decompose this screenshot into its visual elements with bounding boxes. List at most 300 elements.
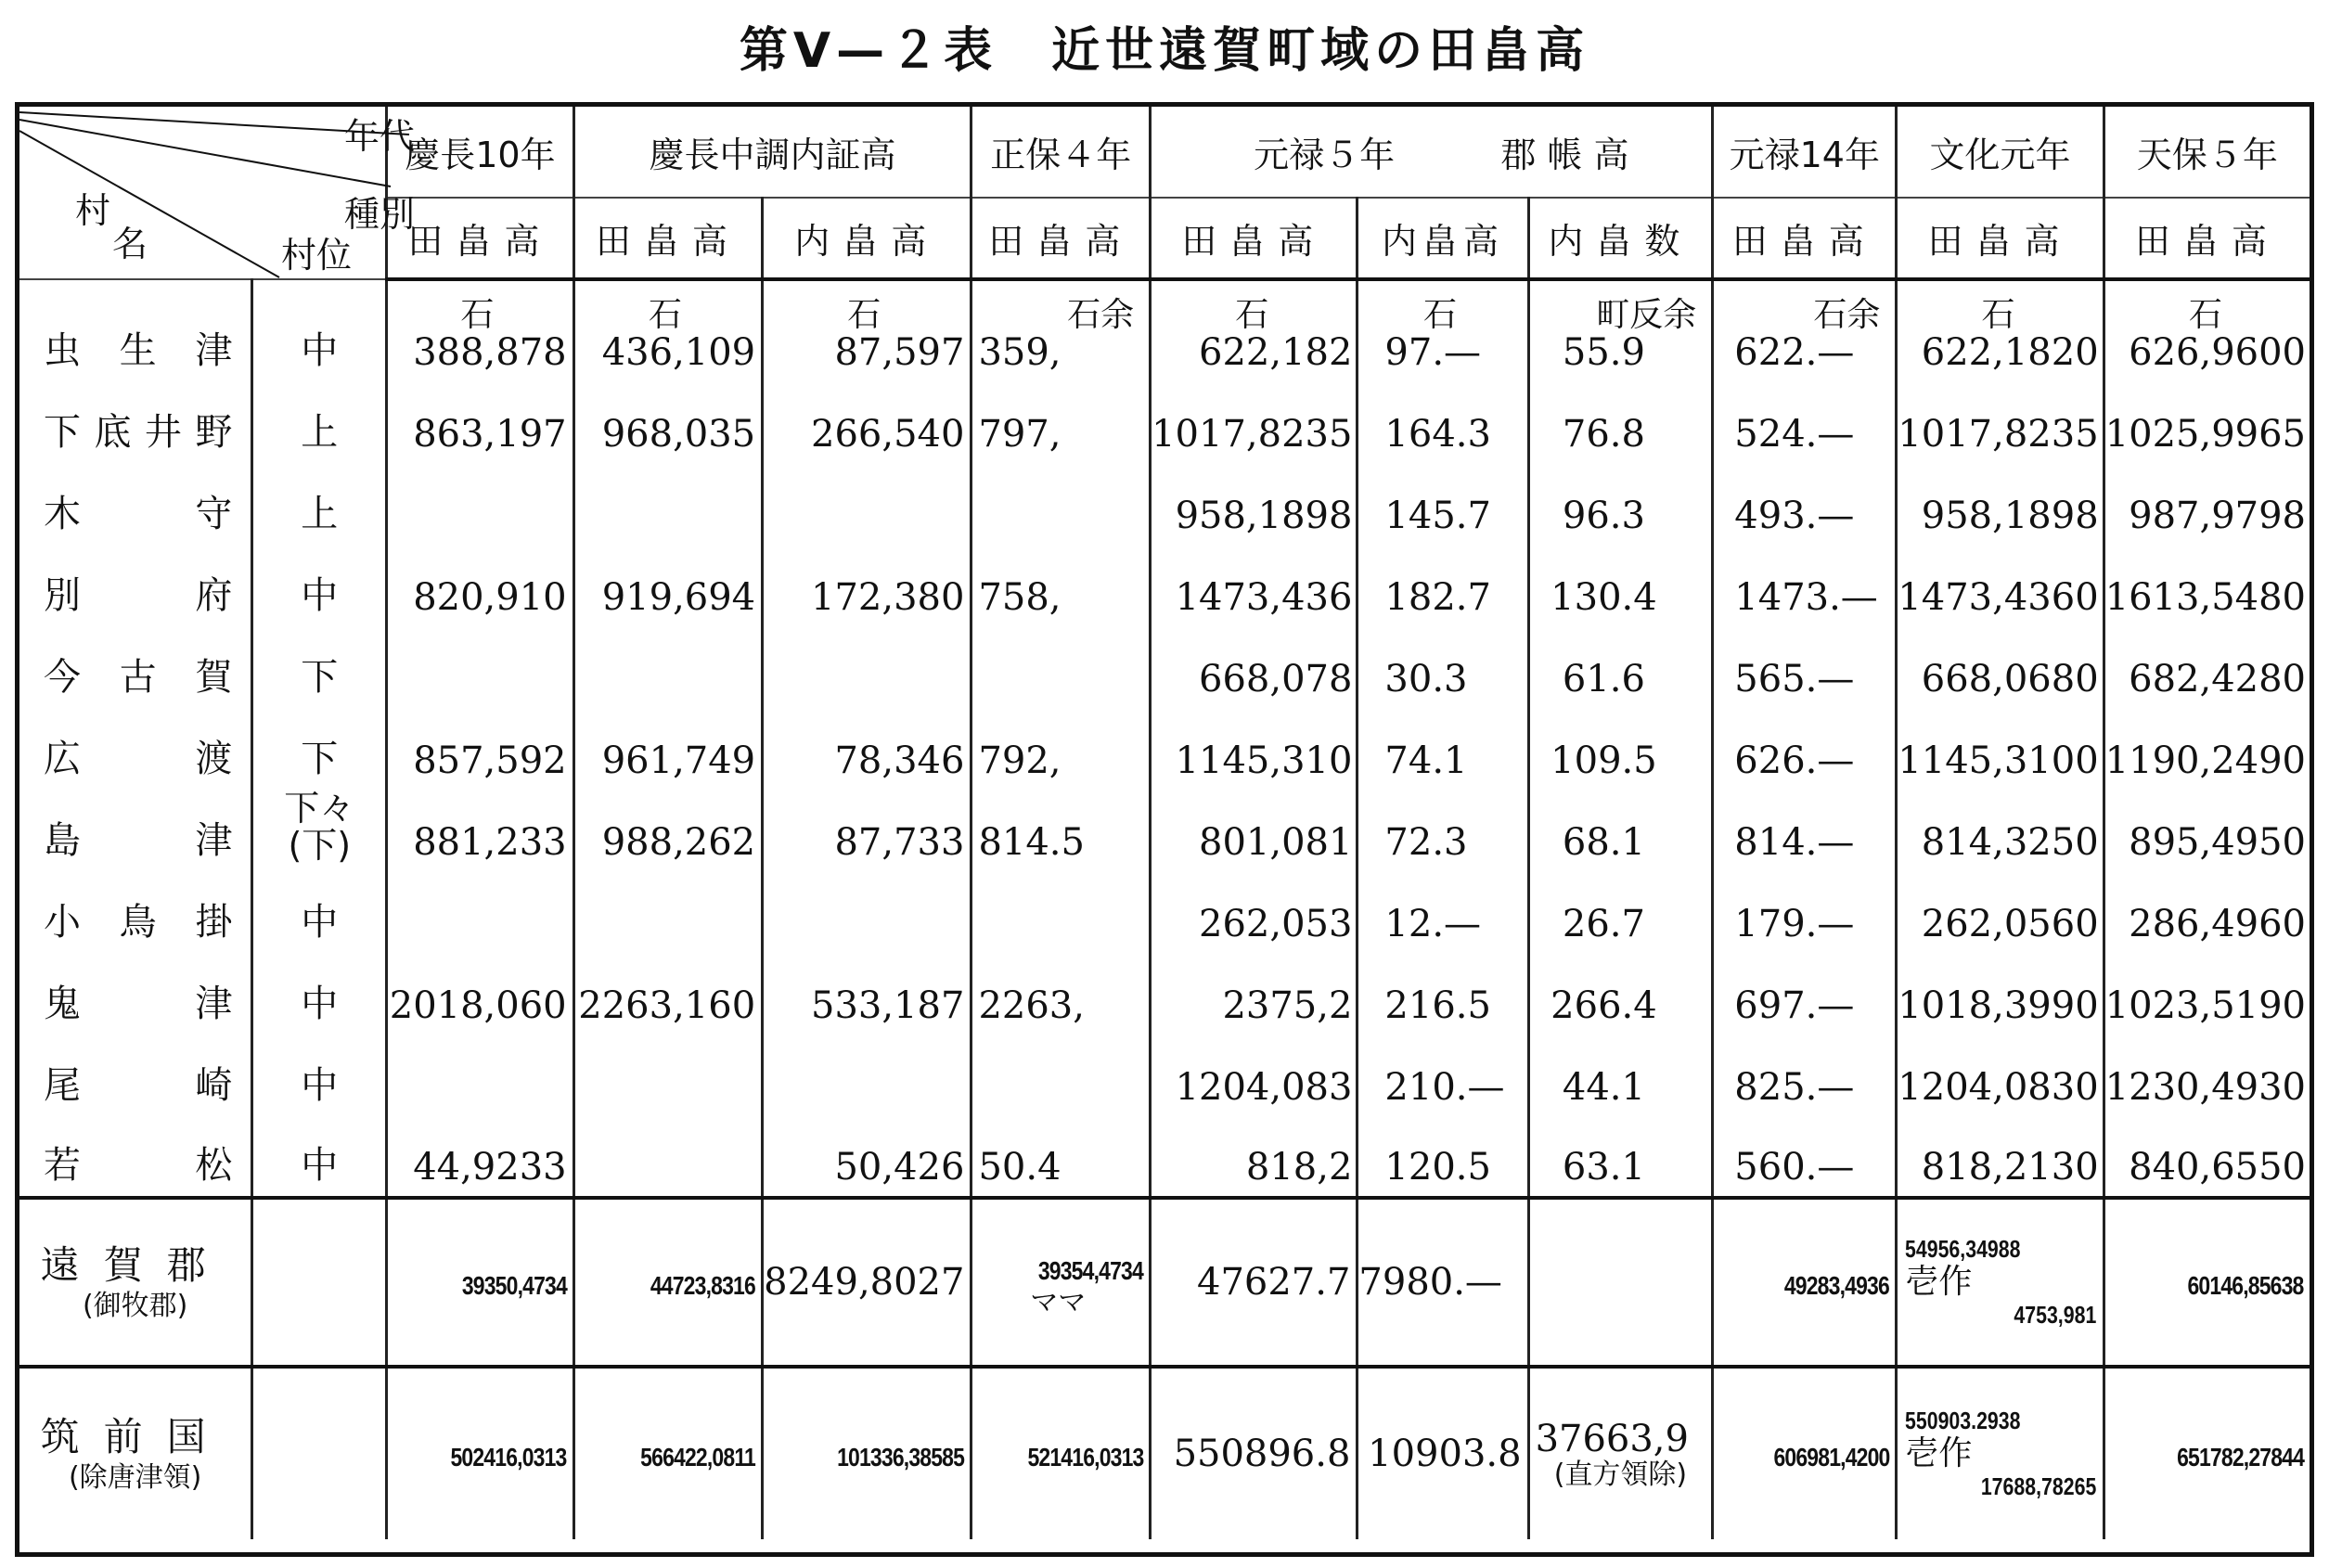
summary-value-c4 <box>971 1367 1151 1539</box>
cell-value: 30.3 <box>1384 658 1468 700</box>
value-cell-c2 <box>573 790 763 871</box>
value-cell-c6 <box>1358 626 1528 708</box>
data-table-frame <box>15 102 2314 1557</box>
value-cell-c5 <box>1151 790 1358 871</box>
value-cell-c9 <box>1897 626 2104 708</box>
summary-value: 44723,8316 <box>650 1271 756 1300</box>
value-cell-c2 <box>573 1116 763 1198</box>
cell-value: 560.— <box>1734 1146 1855 1189</box>
unit-label: 石 <box>648 296 682 334</box>
summary-name-sub: (除唐津領) <box>68 1461 202 1494</box>
cell-value: 286,4960 <box>2129 903 2306 945</box>
cell-value: 1017,8235 <box>1898 413 2099 456</box>
subheader-c7: 内畠数 <box>1528 198 1713 279</box>
cell-value: 1190,2490 <box>2104 739 2306 782</box>
value-cell-c9 <box>1897 279 2104 381</box>
table-row <box>19 790 2310 871</box>
cell-value: 818,2130 <box>1921 1146 2099 1189</box>
value-cell-c10 <box>2104 871 2310 953</box>
cell-value: 262,0560 <box>1921 903 2099 945</box>
summary-sub-value: 4753,981 <box>2014 1301 2097 1329</box>
cell-value: 1204,083 <box>1175 1066 1353 1109</box>
value-cell-c5 <box>1151 953 1358 1035</box>
header-genroku5 <box>1151 107 1713 198</box>
subheader-c5: 田畠高 <box>1151 198 1358 279</box>
value-cell-c3 <box>763 790 971 871</box>
summary-note: (直方領除) <box>1553 1459 1688 1491</box>
header-keicho-chu: 慶長中調内証高 <box>573 107 971 198</box>
cell-value: 55.9 <box>1562 331 1645 374</box>
value-cell-c5 <box>1151 463 1358 545</box>
value-cell-c2 <box>573 279 763 381</box>
summary-value: 37663,9 <box>1535 1418 1689 1460</box>
cell-value: 961,749 <box>601 739 756 782</box>
value-cell-c1 <box>387 463 573 545</box>
summary-value-c2 <box>573 1198 763 1367</box>
value-cell-c6 <box>1358 381 1528 463</box>
cell-value: 987,9798 <box>2129 495 2306 537</box>
village-name-cell: 若松 <box>44 1144 233 1187</box>
village-rank-cell: 下 <box>252 626 387 708</box>
header-tenpo5: 天保５年 <box>2104 107 2310 198</box>
subheader-c4: 田畠高 <box>971 198 1151 279</box>
summary-value-c5 <box>1151 1198 1358 1367</box>
subheader-c6: 内畠高 <box>1358 198 1528 279</box>
cell-value: 68.1 <box>1562 821 1645 864</box>
corner-rank-label: 村位 <box>281 235 353 276</box>
value-cell-c6 <box>1358 1116 1528 1198</box>
summary-value: 47627.7 <box>1197 1261 1351 1304</box>
value-cell-c7 <box>1528 871 1713 953</box>
summary-rank-cell <box>252 1367 387 1539</box>
cell-value: 697.— <box>1734 984 1855 1027</box>
value-cell-c6 <box>1358 953 1528 1035</box>
cell-value: 988,262 <box>601 821 756 864</box>
value-cell-c4 <box>971 626 1151 708</box>
cell-value: 1613,5480 <box>2104 576 2306 619</box>
cell-value: 1473,4360 <box>1898 576 2099 619</box>
village-name-cell: 今古賀 <box>44 656 233 699</box>
village-rank-cell: 中 <box>252 545 387 626</box>
header-keicho10: 慶長10年 <box>387 107 573 198</box>
value-cell-c3 <box>763 953 971 1035</box>
cell-value: 758, <box>978 576 1062 619</box>
summary-value: 8249,8027 <box>764 1261 965 1304</box>
corner-kind-label: 種別 <box>344 194 416 235</box>
value-cell-c9 <box>1897 463 2104 545</box>
value-cell-c4 <box>971 1116 1151 1198</box>
cell-value: 565.— <box>1734 658 1855 700</box>
summary-value: 60146,85638 <box>2187 1271 2304 1300</box>
value-cell-c1 <box>387 871 573 953</box>
value-cell-c1 <box>387 953 573 1035</box>
cell-value: 262,053 <box>1199 903 1353 945</box>
summary-name: 筑前国 <box>40 1414 230 1459</box>
cell-value: 626,9600 <box>2129 331 2306 374</box>
cell-value: 682,4280 <box>2129 658 2306 700</box>
value-cell-c1 <box>387 790 573 871</box>
village-rank-cell: 中 <box>252 1035 387 1116</box>
summary-value-c6 <box>1358 1367 1528 1539</box>
value-cell-c4 <box>971 279 1151 381</box>
value-cell-c4 <box>971 871 1151 953</box>
value-cell-c5 <box>1151 545 1358 626</box>
value-cell-c2 <box>573 708 763 790</box>
value-cell-c5 <box>1151 381 1358 463</box>
value-cell-c8 <box>1713 708 1897 790</box>
value-cell-c2 <box>573 871 763 953</box>
village-rank-cell: 中 <box>252 279 387 381</box>
cell-value: 622,182 <box>1199 331 1353 374</box>
table-body <box>19 279 2310 1539</box>
cell-value: 1473,436 <box>1175 576 1353 619</box>
value-cell-c7 <box>1528 463 1713 545</box>
summary-note: ママ <box>1030 1287 1087 1319</box>
table-title: 第Ⅴ—２表 近世遠賀町域の田畠高 <box>739 23 1590 79</box>
value-cell-c8 <box>1713 545 1897 626</box>
value-cell-c10 <box>2104 626 2310 708</box>
table-row <box>19 1035 2310 1116</box>
village-rank-sub: (下) <box>288 825 352 866</box>
cell-value: 266,540 <box>811 413 965 456</box>
value-cell-c4 <box>971 545 1151 626</box>
village-name-cell: 鬼津 <box>44 983 233 1025</box>
village-rank-cell: 中 <box>252 953 387 1035</box>
cell-value: 1025,9965 <box>2104 413 2306 456</box>
cell-value: 96.3 <box>1562 495 1645 537</box>
cell-value: 2018,060 <box>389 984 567 1027</box>
cell-value: 814,3250 <box>1921 821 2099 864</box>
value-cell-c6 <box>1358 708 1528 790</box>
cell-value: 87,733 <box>834 821 965 864</box>
village-name-cell: 下底井野 <box>44 411 233 454</box>
cell-value: 668,078 <box>1199 658 1353 700</box>
value-cell-c7 <box>1528 381 1713 463</box>
value-cell-c3 <box>763 871 971 953</box>
village-name-cell: 小鳥掛 <box>44 901 233 944</box>
value-cell-c1 <box>387 626 573 708</box>
summary-value: 502416,0313 <box>450 1443 567 1472</box>
cell-value: 863,197 <box>413 413 567 456</box>
summary-value-c1 <box>387 1367 573 1539</box>
value-cell-c8 <box>1713 381 1897 463</box>
cell-value: 825.— <box>1734 1066 1855 1109</box>
value-cell-c8 <box>1713 1116 1897 1198</box>
summary-name-cell <box>19 1198 252 1367</box>
value-cell-c3 <box>763 279 971 381</box>
cell-value: 524.— <box>1734 413 1855 456</box>
value-cell-c7 <box>1528 790 1713 871</box>
subheader-c3: 内畠高 <box>763 198 971 279</box>
village-name-cell: 尾崎 <box>44 1064 233 1107</box>
cell-value: 78,346 <box>834 739 965 782</box>
summary-note: 壱作 <box>1905 1263 1973 1301</box>
cell-value: 164.3 <box>1384 413 1491 456</box>
header-genroku5-label: 元禄５年 <box>1254 135 1396 175</box>
summary-value-c3 <box>763 1367 971 1539</box>
header-genroku14: 元禄14年 <box>1713 107 1897 198</box>
cell-value: 814.— <box>1734 821 1855 864</box>
value-cell-c8 <box>1713 1035 1897 1116</box>
value-cell-c1 <box>387 381 573 463</box>
village-rank: 下々 <box>284 788 355 829</box>
corner-name-label: 名 <box>112 224 148 264</box>
value-cell-c6 <box>1358 279 1528 381</box>
value-cell-c4 <box>971 1035 1151 1116</box>
cell-value: 797, <box>978 413 1062 456</box>
value-cell-c6 <box>1358 790 1528 871</box>
value-cell-c9 <box>1897 1116 2104 1198</box>
value-cell-c8 <box>1713 626 1897 708</box>
cell-value: 72.3 <box>1384 821 1468 864</box>
cell-value: 857,592 <box>413 739 567 782</box>
cell-value: 61.6 <box>1562 658 1645 700</box>
cell-value: 968,035 <box>601 413 756 456</box>
value-cell-c2 <box>573 626 763 708</box>
cell-value: 958,1898 <box>1921 495 2099 537</box>
table-row <box>19 463 2310 545</box>
cell-value: 210.— <box>1384 1066 1505 1109</box>
summary-value: 101336,38585 <box>837 1443 965 1472</box>
summary-name-sub: (御牧郡) <box>82 1290 188 1322</box>
cell-value: 388,878 <box>413 331 567 374</box>
cell-value: 87,597 <box>834 331 965 374</box>
cell-value: 182.7 <box>1384 576 1491 619</box>
unit-label: 石 <box>1235 296 1269 334</box>
summary-name-cell <box>19 1367 252 1539</box>
summary-value-c2 <box>573 1367 763 1539</box>
summary-value: 7980.— <box>1358 1261 1502 1304</box>
summary-value-c1 <box>387 1198 573 1367</box>
value-cell-c4 <box>971 790 1151 871</box>
cell-value: 1145,310 <box>1175 739 1353 782</box>
village-rank-cell <box>252 790 387 871</box>
summary-sub-value: 54956,34988 <box>1905 1235 2021 1263</box>
subheader-c2: 田畠高 <box>573 198 763 279</box>
summary-value: 566422,0811 <box>640 1443 756 1472</box>
summary-value-c4 <box>971 1198 1151 1367</box>
cell-value: 1230,4930 <box>2104 1066 2306 1109</box>
village-rank-cell: 中 <box>252 1116 387 1198</box>
village-rank-cell: 上 <box>252 381 387 463</box>
value-cell-c1 <box>387 1035 573 1116</box>
table-row <box>19 708 2310 790</box>
value-cell-c5 <box>1151 626 1358 708</box>
summary-value-c8 <box>1713 1198 1897 1367</box>
unit-label: 石余 <box>1067 296 1135 334</box>
cell-value: 493.— <box>1734 495 1855 537</box>
subheader-c8: 田畠高 <box>1713 198 1897 279</box>
village-name-cell: 木守 <box>44 493 233 535</box>
value-cell-c1 <box>387 1116 573 1198</box>
value-cell-c7 <box>1528 708 1713 790</box>
value-cell-c5 <box>1151 1035 1358 1116</box>
summary-value-c5 <box>1151 1367 1358 1539</box>
cell-value: 958,1898 <box>1175 495 1353 537</box>
cell-value: 63.1 <box>1562 1146 1645 1189</box>
village-rank-cell: 中 <box>252 871 387 953</box>
cell-value: 1204,0830 <box>1898 1066 2099 1109</box>
cell-value: 130.4 <box>1551 576 1657 619</box>
summary-value: 651782,27844 <box>2176 1443 2304 1472</box>
value-cell-c10 <box>2104 790 2310 871</box>
value-cell-c3 <box>763 463 971 545</box>
subheader-c9: 田畠高 <box>1897 198 2104 279</box>
summary-sub-value: 550903.2938 <box>1905 1407 2021 1434</box>
village-name-cell: 広渡 <box>44 738 233 780</box>
value-cell-c10 <box>2104 545 2310 626</box>
cell-value: 668,0680 <box>1921 658 2099 700</box>
cell-value: 145.7 <box>1384 495 1491 537</box>
summary-value: 550896.8 <box>1173 1433 1351 1475</box>
cell-value: 818,2 <box>1245 1146 1353 1189</box>
cell-value: 2263, <box>978 984 1085 1027</box>
unit-label: 石 <box>1981 296 2015 334</box>
summary-value-c7 <box>1528 1198 1713 1367</box>
header-gunchodaka-label: 郡 帳 高 <box>1500 135 1629 175</box>
header-shoho4: 正保４年 <box>971 107 1151 198</box>
cell-value: 359, <box>978 331 1062 374</box>
cell-value: 895,4950 <box>2129 821 2306 864</box>
value-cell-c9 <box>1897 871 2104 953</box>
summary-value: 606981,4200 <box>1773 1443 1890 1472</box>
cell-value: 1018,3990 <box>1898 984 2099 1027</box>
value-cell-c6 <box>1358 1035 1528 1116</box>
cell-value: 26.7 <box>1562 903 1645 945</box>
value-cell-c4 <box>971 381 1151 463</box>
cell-value: 626.— <box>1734 739 1855 782</box>
value-cell-c5 <box>1151 708 1358 790</box>
value-cell-c9 <box>1897 790 2104 871</box>
value-cell-c3 <box>763 626 971 708</box>
village-name-cell: 別府 <box>44 574 233 617</box>
summary-value-c6 <box>1358 1198 1528 1367</box>
cell-value: 44,9233 <box>413 1146 567 1189</box>
unit-label: 石 <box>460 296 495 334</box>
value-cell-c9 <box>1897 545 2104 626</box>
value-cell-c9 <box>1897 381 2104 463</box>
cell-value: 50,426 <box>834 1146 965 1189</box>
cell-value: 622,1820 <box>1921 331 2099 374</box>
cell-value: 179.— <box>1734 903 1855 945</box>
cell-value: 840,6550 <box>2129 1146 2306 1189</box>
value-cell-c4 <box>971 463 1151 545</box>
value-cell-c10 <box>2104 279 2310 381</box>
cell-value: 2263,160 <box>578 984 756 1027</box>
value-cell-c1 <box>387 279 573 381</box>
summary-value-c7 <box>1528 1367 1713 1539</box>
value-cell-c2 <box>573 545 763 626</box>
value-cell-c5 <box>1151 1116 1358 1198</box>
summary-rank-cell <box>252 1198 387 1367</box>
value-cell-c10 <box>2104 381 2310 463</box>
value-cell-c6 <box>1358 871 1528 953</box>
unit-label: 石余 <box>1813 296 1881 334</box>
unit-label: 石 <box>2188 296 2222 334</box>
value-cell-c1 <box>387 545 573 626</box>
cell-value: 792, <box>978 739 1062 782</box>
cell-value: 533,187 <box>811 984 965 1027</box>
value-cell-c10 <box>2104 953 2310 1035</box>
cell-value: 74.1 <box>1384 739 1468 782</box>
table-row <box>19 1116 2310 1198</box>
value-cell-c9 <box>1897 708 2104 790</box>
cell-value: 881,233 <box>413 821 567 864</box>
rice-yield-table <box>19 107 2310 1539</box>
value-cell-c3 <box>763 1116 971 1198</box>
summary-value-c3 <box>763 1198 971 1367</box>
value-cell-c8 <box>1713 463 1897 545</box>
value-cell-c3 <box>763 1035 971 1116</box>
cell-value: 12.— <box>1384 903 1482 945</box>
value-cell-c6 <box>1358 463 1528 545</box>
subheader-c10: 田畠高 <box>2104 198 2310 279</box>
value-cell-c4 <box>971 708 1151 790</box>
table-row <box>19 871 2310 953</box>
summary-sub-value: 17688,78265 <box>1981 1472 2097 1500</box>
summary-row <box>19 1198 2310 1367</box>
summary-value-c10 <box>2104 1367 2310 1539</box>
subheader-c1: 田畠高 <box>387 198 573 279</box>
cell-value: 1017,8235 <box>1152 413 1353 456</box>
summary-name: 遠賀郡 <box>40 1242 230 1288</box>
summary-value: 39350,4734 <box>461 1271 567 1300</box>
cell-value: 1473.— <box>1734 576 1878 619</box>
summary-value: 521416,0313 <box>1027 1443 1144 1472</box>
value-cell-c5 <box>1151 871 1358 953</box>
value-cell-c2 <box>573 381 763 463</box>
unit-label: 石 <box>1422 296 1457 334</box>
value-cell-c1 <box>387 708 573 790</box>
summary-value-c10 <box>2104 1198 2310 1367</box>
value-cell-c8 <box>1713 279 1897 381</box>
corner-village-label: 村 <box>75 190 111 231</box>
value-cell-c7 <box>1528 626 1713 708</box>
cell-value: 820,910 <box>413 576 567 619</box>
value-cell-c7 <box>1528 545 1713 626</box>
summary-row <box>19 1367 2310 1539</box>
value-cell-c10 <box>2104 463 2310 545</box>
value-cell-c2 <box>573 463 763 545</box>
cell-value: 120.5 <box>1384 1146 1491 1189</box>
value-cell-c3 <box>763 545 971 626</box>
table-row <box>19 626 2310 708</box>
table-row <box>19 953 2310 1035</box>
cell-value: 622.— <box>1734 331 1855 374</box>
summary-value-c9 <box>1897 1198 2104 1367</box>
cell-value: 801,081 <box>1199 821 1353 864</box>
value-cell-c7 <box>1528 279 1713 381</box>
village-name-cell: 島津 <box>44 819 233 862</box>
table-row <box>19 279 2310 381</box>
cell-value: 1145,3100 <box>1898 739 2099 782</box>
value-cell-c8 <box>1713 871 1897 953</box>
summary-value: 39354,4734 <box>1038 1256 1144 1285</box>
cell-value: 266.4 <box>1551 984 1657 1027</box>
cell-value: 97.— <box>1384 331 1482 374</box>
value-cell-c4 <box>971 953 1151 1035</box>
value-cell-c8 <box>1713 790 1897 871</box>
table-row <box>19 381 2310 463</box>
header-bunka1: 文化元年 <box>1897 107 2104 198</box>
summary-value-c8 <box>1713 1367 1897 1539</box>
summary-note: 壱作 <box>1905 1434 1973 1472</box>
value-cell-c7 <box>1528 1035 1713 1116</box>
cell-value: 172,380 <box>811 576 965 619</box>
cell-value: 216.5 <box>1384 984 1491 1027</box>
summary-value: 49283,4936 <box>1784 1271 1890 1300</box>
village-name-cell: 虫生津 <box>44 329 233 372</box>
